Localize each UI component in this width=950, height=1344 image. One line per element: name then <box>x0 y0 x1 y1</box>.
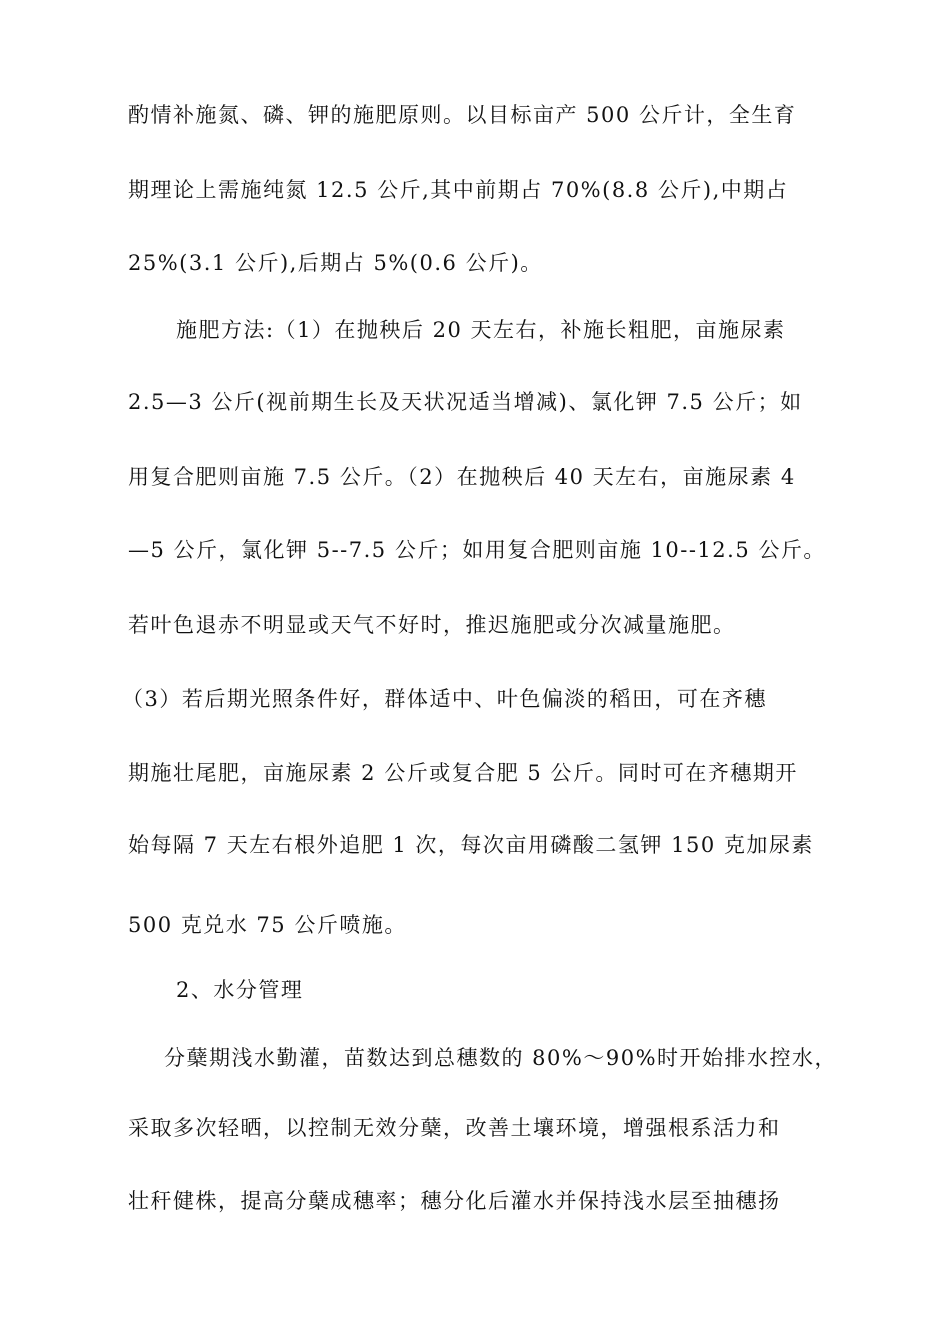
text-line: （3）若后期光照条件好，群体适中、叶色偏淡的稻田，可在齐穗 <box>122 687 767 711</box>
text-line: —5 公斤，氯化钾 5--7.5 公斤；如用复合肥则亩施 10--12.5 公斤。 <box>128 538 826 562</box>
text-line: 若叶色退赤不明显或天气不好时，推迟施肥或分次减量施肥。 <box>128 613 736 637</box>
text-line: 期施壮尾肥，亩施尿素 2 公斤或复合肥 5 公斤。同时可在齐穗期开 <box>128 761 798 785</box>
text-line: 500 克兑水 75 公斤喷施。 <box>128 913 407 937</box>
text-line: 施肥方法:（1）在抛秧后 20 天左右，补施长粗肥，亩施尿素 <box>176 318 786 342</box>
text-line: 采取多次轻晒，以控制无效分蘖，改善土壤环境，增强根系活力和 <box>128 1116 781 1140</box>
text-line: 分蘖期浅水勤灌，苗数达到总穗数的 80%～90%时开始排水控水， <box>164 1046 838 1070</box>
text-line: 期理论上需施纯氮 12.5 公斤,其中前期占 70%(8.8 公斤),中期占 <box>128 178 789 202</box>
text-line: 25%(3.1 公斤),后期占 5%(0.6 公斤)。 <box>128 251 543 275</box>
text-line: 用复合肥则亩施 7.5 公斤。（2）在抛秧后 40 天左右，亩施尿素 4 <box>128 465 796 489</box>
text-line: 始每隔 7 天左右根外追肥 1 次，每次亩用磷酸二氢钾 150 克加尿素 <box>128 833 814 857</box>
text-line: 酌情补施氮、磷、钾的施肥原则。以目标亩产 500 公斤计，全生育 <box>128 103 797 127</box>
text-line: 2.5—3 公斤(视前期生长及天状况适当增减)、氯化钾 7.5 公斤；如 <box>128 390 803 414</box>
section-heading: 2、水分管理 <box>176 978 304 1002</box>
text-line: 壮秆健株，提高分蘖成穗率；穗分化后灌水并保持浅水层至抽穗扬 <box>128 1189 781 1213</box>
